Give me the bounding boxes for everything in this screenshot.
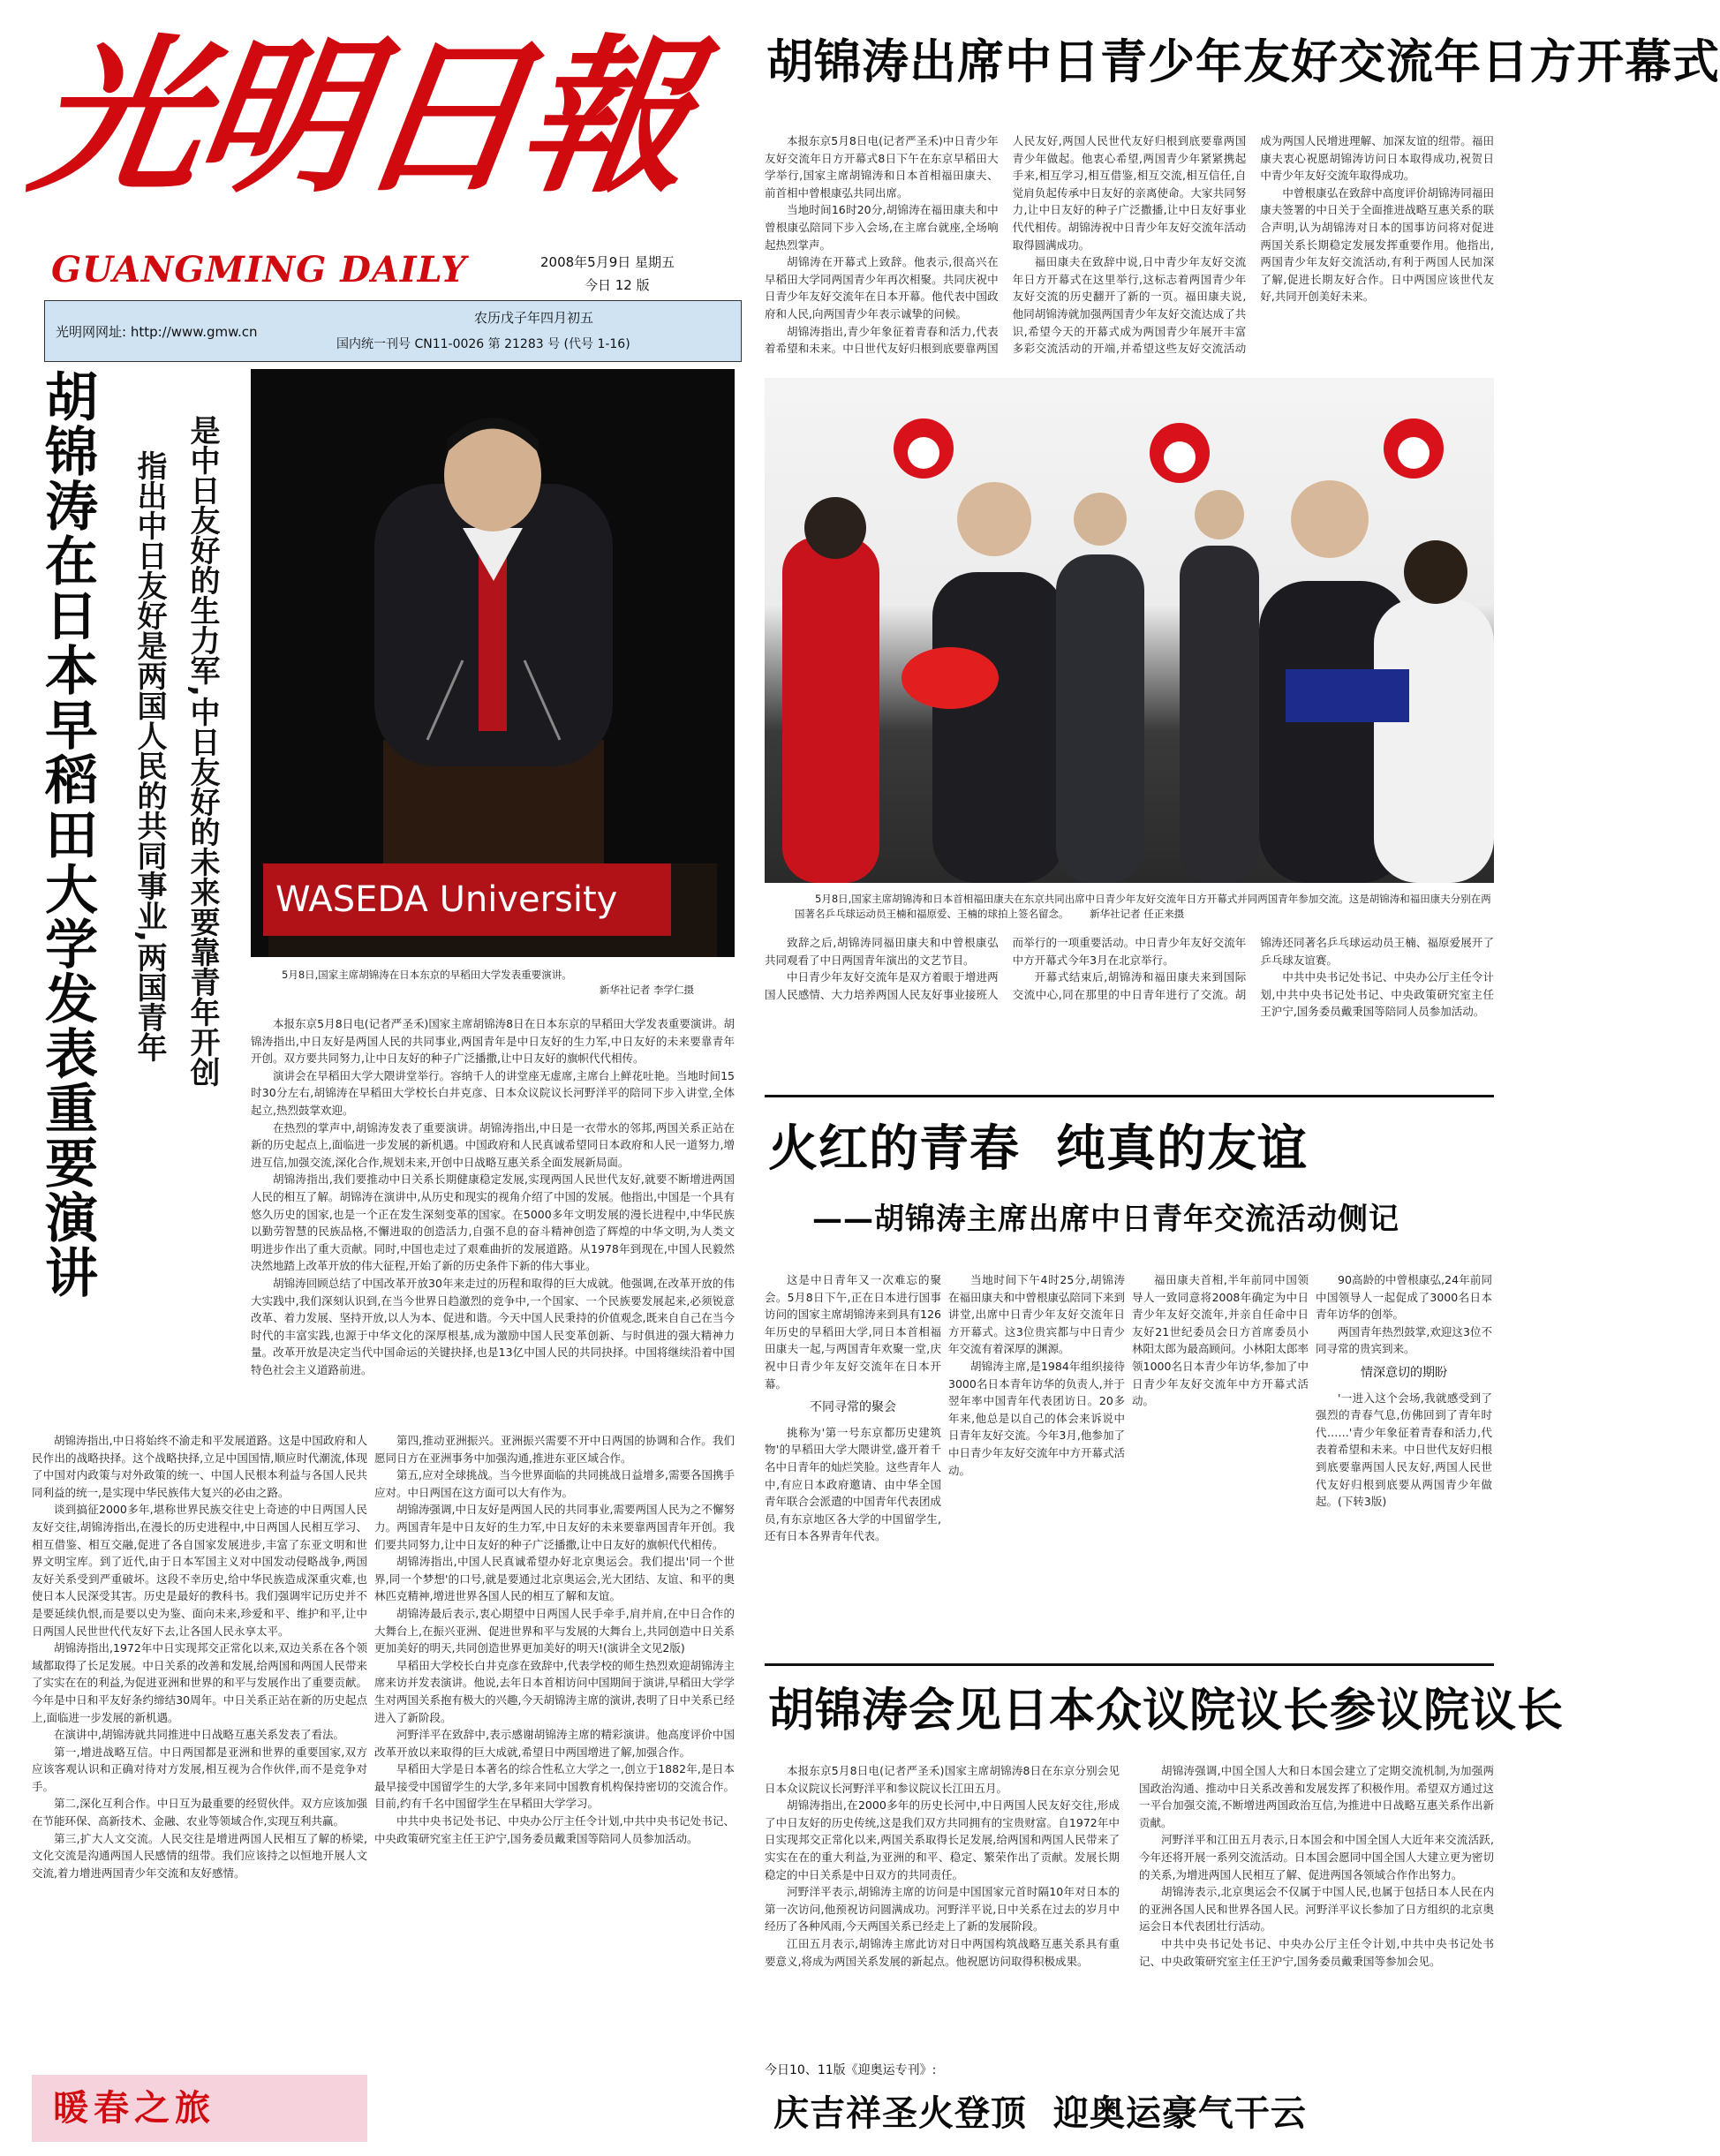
paragraph: 开幕式结束后,胡锦涛和福田康夫来到国际交流中心,同在那里的中日青年进行了交流。胡锦涛还同著名乒乓球运动员王楠、福原爱展开了乒乓球友谊赛。 (1012, 936, 1494, 1001)
promo-text: 暖春之旅 (53, 2088, 215, 2129)
paragraph: 胡锦涛表示,北京奥运会不仅属于中国人民,也属于包括日本人民在内的亚洲各国人民和世界各国人民。河野洋平议长参加了日方组织的北京奥运会日本代表团壮行活动。 (1139, 1885, 1494, 1934)
main-story-col-left (32, 1432, 367, 2068)
paragraph: 第一,增进战略互信。中日两国都是亚洲和世界的重要国家,双方应该客观认识和正确对待对方发展,相互视为合作伙伴,而不是竞争对手。 (32, 1745, 367, 1793)
paragraph: 中曾根康弘在致辞中高度评价胡锦涛同福田康夫签署的中日关于全面推进战略互惠关系的联合声明,认为胡锦涛对日本的国事访问将对促进两国关系长期稳定发展发挥重要作用。他指出,两国青少年友好交流活动,有利于两国人民加深了解,促进长期友好合作。日中两国应该世代友好,共同开创美好未来。 (1260, 185, 1494, 304)
paragraph: 胡锦涛强调,中日友好是两国人民的共同事业,需要两国人民为之不懈努力。两国青年是中日友好的生力军,中日友好的未来要靠两国青年开创。我们要共同努力,让中日友好的种子广泛播撒,让中日友好的旗帜代代相传。 (374, 1503, 735, 1551)
paragraph: 胡锦涛指出,在2000多年的历史长河中,中日两国人民友好交往,形成了中日友好的历史传统,这是我们双方共同拥有的宝贵财富。自1972年中日实现邦交正常化以来,两国关系取得长足发展,给两国和两国人民带来了实实在在的重大利益,为亚洲的和平、稳定、繁荣作出了贡献。发展长期稳定的中日关系是中日双方的共同责任。 (765, 1798, 1120, 1881)
paragraph: 在演讲中,胡锦涛就共同推进中日战略互惠关系发表了看法。 (54, 1728, 344, 1742)
paragraph: 胡锦涛回顾总结了中国改革开放30年来走过的历程和取得的巨大成就。他强调,在改革开放的伟大实践中,我们深刻认识到,在当今世界日趋激烈的竞争中,一个国家、一个民族要发展起来,必须锐意改革、着力发展、坚持开放,以人为本、促进和谐。今天中国人民秉持的价值观念,既来自自己在当今时代的丰富实践,也源于中华文化的深厚根基,成为激励中国人民变革创新、与时俱进的强大精神力量。改革开放是决定当代中国命运的关键抉择,也是13亿中国人民的共同抉择。中国将继续沿着中国特色社会主义道路前进。 (251, 1276, 735, 1376)
paragraph: 胡锦涛指出,中国人民真诚希望办好北京奥运会。我们提出'同一个世界,同一个梦想'的口号,就是要通过北京奥运会,光大团结、友谊、和平的奥林匹克精神,增进世界各国人民的相互了解和友谊。 (374, 1555, 735, 1603)
paragraph: 胡锦涛指出,我们要推动中日关系长期健康稳定发展,实现两国人民世代友好,就要不断增进两国人民的相互了解。胡锦涛在演讲中,从历史和现实的视角介绍了中国的发展。他指出,中国是一个具有悠久历史的国家,也是一个正在发生深刻变革的国家。在5000多年文明发展的漫长进程中,中华民族以勤劳智慧的民族品格,不懈进取的创造活力,自强不息的奋斗精神创造了辉煌的中华文明,为人类文明进步作出了重大贡献。同时,中国也走过了艰难曲折的发展道路。从1978年到现在,中国人民毅然决然地踏上改革开放的伟大征程,开始了新的历史条件下新的伟大事业。 (251, 1172, 735, 1273)
photo-credit: 新华社记者 李学仁摄 (599, 984, 694, 996)
feature-headline: 火红的青春 纯真的友谊 (768, 1120, 1308, 1178)
paragraph: 中共中央书记处书记、中央办公厅主任令计划,中共中央书记处书记、中央政策研究室主任王沪宁,国务委员戴秉国等陪同人员参加活动。 (374, 1814, 735, 1845)
photo-scene (765, 378, 1494, 883)
photo-credit: 新华社记者 任正来摄 (1090, 908, 1185, 920)
paragraph: 在热烈的掌声中,胡锦涛发表了重要演讲。胡锦涛指出,中日是一衣带水的邻邦,两国关系正站在新的历史起点上,面临进一步发展的新机遇。中国政府和人民真诚希望同日本政府和人民一道努力,增进互信,加强交流,深化合作,规划未来,开创中日战略互惠关系全面发展新局面。 (251, 1120, 735, 1169)
feature-col-3 (1132, 1271, 1309, 1660)
top-story-body (765, 132, 1494, 371)
paragraph: 胡锦涛最后表示,衷心期望中日两国人民手牵手,肩并肩,在中日合作的大舞台上,在振兴亚洲、促进世界和平与发展的大舞台上,共同创造中日关系更加美好的明天,共同创造世界更加美好的明天!(演讲全文见2版) (374, 1606, 735, 1655)
paragraph: '一进入这个会场,我就感受到了强烈的青春气息,仿佛回到了青年时代……'青少年象征着青春和活力,代表着希望和未来。中日世代友好归根到底要靠两国人民友好,两国人民世代友好归根到底要从两国青少年做起。(下转3版) (1316, 1391, 1493, 1509)
feature-col-1 (765, 1271, 941, 1660)
lunar-date: 农历戊子年四月初五 (474, 310, 594, 326)
paragraph: 本报东京5月8日电(记者严圣禾)国家主席胡锦涛8日在东京分别会见日本众议院议长河野洋平和参议院议长江田五月。 (765, 1764, 1120, 1795)
paragraph: 中共中央书记处书记、中央办公厅主任令计划,中共中央书记处书记、中央政策研究室主任王沪宁,国务委员戴秉国等陪同人员参加活动。 (1260, 970, 1494, 1019)
paragraph: 中共中央书记处书记、中央办公厅主任令计划,中共中央书记处书记、中央政策研究室主任王沪宁,国务委员戴秉国等参加会见。 (1139, 1936, 1494, 1968)
paragraph: 胡锦涛主席,是1984年组织接待3000名日本青年访华的负责人,并于翌年率中国青年代表团访日。20多年来,他总是以自己的体会来诉说中日青年友好交流。今年3月,他参加了中日青少年友好交流年中方开幕式活动。 (948, 1359, 1126, 1477)
paragraph: 胡锦涛指出,1972年中日实现邦交正常化以来,双边关系在各个领域都取得了长足发展。中日关系的改善和发展,给两国和两国人民带来了实实在在的利益,为促进亚洲和世界的和平与发展作出了重要贡献。今年是中日和平友好条约缔结30周年。中日关系正站在新的历史起点上,面临进一步发展的新机遇。 (32, 1641, 367, 1724)
main-story-lead (251, 1015, 735, 1430)
teaser-label: 今日10、11版《迎奥运专刊》: (765, 2063, 937, 2077)
main-photo-caption (261, 968, 729, 998)
issue-pages: 今日 12 版 (585, 277, 650, 293)
caption-text: 5月8日,国家主席胡锦涛和日本首相福田康夫在东京共同出席中日青少年友好交流年日方开幕式并同两国青年参加交流。这是胡锦涛和福田康夫分别在两国著名乒乓球运动员王楠和福原爱、王楠的球拍上签名留念。 (795, 893, 1491, 920)
heart-logo-icon (1384, 418, 1444, 479)
top-story-headline: 胡锦涛出席中日青少年友好交流年日方开幕式 (766, 35, 1720, 89)
flag (1286, 669, 1409, 722)
paragraph: 第二,深化互利合作。中日互为最重要的经贸伙伴。双方应该加强在节能环保、高新技术、金融、农业等领域合作,实现互利共赢。 (32, 1797, 367, 1828)
paragraph: 演讲会在早稻田大学大隈讲堂举行。容纳千人的讲堂座无虚席,主席台上鲜花吐艳。当地时间15时30分左右,胡锦涛在早稻田大学校长白井克彦、日本众议院议长河野洋平的陪同下步入讲堂,全体起立,热烈鼓掌欢迎。 (251, 1068, 735, 1117)
main-photo (251, 369, 735, 957)
feature-subheadline: ——胡锦涛主席出席中日青年交流活动侧记 (812, 1202, 1399, 1237)
main-headline: 胡锦涛在日本早稻田大学发表重要演讲 (36, 369, 98, 1300)
paragraph: 第三,扩大人文交流。人民交往是增进两国人民相互了解的桥梁,文化交流是沟通两国人民感情的纽带。我们应该持之以恒地开展人文交流,着力增进两国青少年交流和友好感情。 (32, 1831, 367, 1880)
paragraph: 谈到搞征2000多年,堪称世界民族交往史上奇迹的中日两国人民友好交往,胡锦涛指出,在漫长的历史进程中,中日两国人民相互学习、相互借鉴、相互交融,促进了各自国家发展进步,丰富了东亚文明和世界文明宝库。到了近代,由于日本军国主义对中国发动侵略战争,两国友好关系受到严重破坏。这段不幸历史,给中华民族造成深重灾难,也使日本人民深受其害。历史是最好的教科书。我们强调牢记历史并不是要延续仇恨,而是要以史为鉴、面向未来,珍爱和平、维护和平,让中日两国人民世世代代友好下去,让各国人民永享太平。 (32, 1503, 367, 1638)
issue-date: 2008年5月9日 星期五 (540, 254, 675, 270)
main-subhead-2: 指出中日友好是两国人民的共同事业,两国青年 (132, 450, 167, 1062)
paragraph: 福田康夫在致辞中说,日中青少年友好交流年日方开幕式在这里举行,这标志着两国青少年友好交流的历史翻开了新的一页。福田康夫说,他同胡锦涛就加强两国青少年友好交流达成了共识,希望今天的开幕式成为两国青少年展开丰富多彩交流活动的开端,并希望这些友好交流活动成为两国人民增进理解、加深友谊的纽带。福田康夫衷心祝愿胡锦涛访问日本取得成功,祝贺日中青少年友好交流年取得成功。 (1012, 134, 1494, 356)
promo-box[interactable] (32, 2075, 367, 2142)
paragraph: 当地时间下午4时25分,胡锦涛在福田康夫和中曾根康弘陪同下来到讲堂,出席中日青少年友好交流年日方开幕式。这3位贵宾都与中日青少年交流有着深厚的渊源。 (948, 1273, 1126, 1356)
person-suit (932, 572, 1065, 883)
paragraph: 胡锦涛指出,青少年象征着青春和活力,代表着希望和未来。中日世代友好归根到底要靠两国人民友好,两国人民世代友好归根到底要靠两国青少年做起。他衷心希望,两国青少年紧紧携起手来,相互学习,相互借鉴,相互交流,相互信任,自觉肩负起传承中日友好的亲离使命。大家共同努力,让中日友好的种子广泛撒播,让中日友好事业代代相传。胡锦涛祝中日青少年友好交流年活动取得圆满成功。 (765, 134, 1247, 356)
heart-logo-icon (894, 418, 954, 479)
flag (901, 647, 999, 709)
paragraph: 第五,应对全球挑战。当今世界面临的共同挑战日益增多,需要各国携手应对。中日两国在这方面可以大有作为。 (374, 1468, 735, 1499)
paragraph: 胡锦涛指出,中日将始终不渝走和平发展道路。这是中国政府和人民作出的战略抉择。这个战略抉择,立足中国国情,顺应时代潮流,体现了中国对内政策与对外政策的统一、中国人民根本利益与各国人民共同利益的统一,是实现中华民族伟大复兴的必由之路。 (32, 1434, 367, 1499)
paragraph: 第四,推动亚洲振兴。亚洲振兴需要不开中日两国的协调和合作。我们愿同日方在亚洲事务中加强沟通,推进东亚区域合作。 (374, 1434, 735, 1465)
person-red-shirt (782, 537, 879, 883)
feature-col-4 (1316, 1271, 1492, 1660)
teaser-box[interactable] (765, 2057, 1494, 2145)
feature-subhead: 情深意切的期盼 (1361, 1365, 1447, 1380)
top-photo-caption (795, 892, 1492, 922)
caption-text: 5月8日,国家主席胡锦涛在日本东京的早稻田大学发表重要演讲。 (282, 969, 572, 981)
paragraph: 河野洋平在致辞中,表示感谢胡锦涛主席的精彩演讲。他高度评价中国改革开放以来取得的巨大成就,希望日中两国增进了解,加强合作。 (374, 1728, 735, 1759)
paragraph: 福田康夫首相,半年前同中国领导人一致同意将2008年确定为中日青少年友好交流年,并亲自任命中日友好21世纪委员会日方首席委员小林阳太郎为最高顾问。小林阳太郎率领1000名日本青少年访华,参加了中日青少年友好交流年中方开幕式活动。 (1132, 1273, 1309, 1408)
second-story-headline: 胡锦涛会见日本众议院议长参议院议长 (768, 1685, 1565, 1738)
waseda-banner-text: WASEDA University (275, 879, 618, 920)
masthead-logo (21, 16, 742, 241)
section-divider (765, 1095, 1494, 1097)
paragraph: 江田五月表示,胡锦涛主席此访对日中两国构筑战略互惠关系具有重要意义,将成为两国关系发展的新起点。他祝愿访问取得积极成果。 (765, 1936, 1120, 1968)
paragraph: 90高龄的中曾根康弘,24年前同中国领导人一起促成了3000名日本青年访华的创举。 (1316, 1273, 1492, 1322)
english-name: GUANGMING DAILY (51, 249, 467, 290)
feature-col-2 (948, 1271, 1125, 1660)
website-link[interactable]: 光明网网址: http://www.gmw.cn (56, 324, 258, 340)
paragraph: 早稻田大学校长白井克彦在致辞中,代表学校的师生热烈欢迎胡锦涛主席来访并发表演讲。他说,去年日本首相访问中国期间于演讲,早稻田大学学生对两国关系抱有极大的兴趣,今天胡锦涛主席的演讲,表明了日中关系已经进入了新阶段。 (374, 1658, 735, 1724)
main-story-col-right (374, 1432, 735, 2138)
teaser-headline: 庆吉祥圣火登顶 迎奥运豪气干云 (773, 2093, 1307, 2134)
feature-subhead: 不同寻常的聚会 (810, 1400, 896, 1415)
paragraph: 胡锦涛在开幕式上致辞。他表示,很高兴在早稻田大学同两国青少年再次相聚。共同庆祝中日青少年友好交流年在日本开幕。他代表中国政府和人民,向两国青少年表示诚挚的问候。 (765, 255, 999, 320)
main-subhead-1: 是中日友好的生力军,中日友好的未来要靠青年开创 (185, 415, 220, 1087)
paragraph: 河野洋平和江田五月表示,日本国会和中国全国人大近年来交流活跃,今年还将开展一系列交流活动。日本国会愿同中国全国人大建立更为密切的关系,为增进两国人民相互了解、促进两国各领域合作作出努力。 (1139, 1833, 1494, 1881)
paragraph: 这是中日青年又一次难忘的聚会。5月8日下午,正在日本进行国事访问的国家主席胡锦涛来到具有126年历史的早稻田大学,同日本首相福田康夫一起,与两国青年欢聚一堂,庆祝中日青少年友好交流年在日本开幕。 (765, 1273, 941, 1391)
paragraph: 本报东京5月8日电(记者严圣禾)中日青少年友好交流年日方开幕式8日下午在东京早稻田大学举行,国家主席胡锦涛和日本首相福田康夫、前首相中曾根康弘共同出席。 (765, 134, 999, 200)
paragraph: 早稻田大学是日本著名的综合性私立大学之一,创立于1882年,是日本最早接受中国留学生的大学,多年来同中国教育机构保持密切的交流合作。目前,约有千名中国留学生在早稻田大学学习。 (374, 1762, 735, 1811)
paragraph: 两国青年热烈鼓掌,欢迎这3位不同寻常的贵宾到来。 (1316, 1324, 1492, 1356)
top-story-body-cont (765, 934, 1494, 1091)
section-divider (765, 1663, 1494, 1666)
paragraph: 当地时间16时20分,胡锦涛在福田康夫和中曾根康弘陪同下步入会场,在主席台就座,全场响起热烈掌声。 (765, 203, 999, 252)
masthead-info-bar (44, 300, 742, 362)
waseda-banner (263, 863, 671, 936)
logo-calligraphy: 光明日報 (21, 19, 699, 215)
paragraph: 致辞之后,胡锦涛同福田康夫和中曾根康弘共同观看了中日两国青年演出的文艺节目。 (765, 936, 999, 967)
paragraph: 胡锦涛强调,中国全国人大和日本国会建立了定期交流机制,为加强两国政治沟通、推动中日关系改善和发展发挥了积极作用。希望双方通过这一平台加强交流,不断增进两国政治互信,为推进中日战略互惠关系作出新贡献。 (1139, 1764, 1494, 1829)
heart-logo-icon (1150, 423, 1210, 483)
top-story-photo (765, 378, 1494, 883)
second-story-body (765, 1762, 1494, 2054)
paragraph: 河野洋平表示,胡锦涛主席的访问是中国国家元首时隔10年对日本的第一次访问,他预祝访问圆满成功。河野洋平说,日中关系在过去的岁月中经历了各种风雨,今天两国关系已经走上了新的发展阶段。 (765, 1885, 1120, 1934)
paragraph: 中日青少年友好交流年是双方着眼于增进两国人民感情、大力培养两国人民友好事业接班人而举行的一项重要活动。中日青少年友好交流年中方开幕式今年3月在北京举行。 (765, 936, 1247, 1001)
serial-number: 国内统一刊号 CN11-0026 第 21283 号 (代号 1-16) (336, 337, 630, 351)
paragraph: 本报东京5月8日电(记者严圣禾)国家主席胡锦涛8日在日本东京的早稻田大学发表重要演讲。胡锦涛指出,中日友好是两国人民的共同事业,两国青年是中日友好的生力军,中日友好的未来要靠青年开创。双方要共同努力,让中日友好的种子广泛播撒,让中日友好的旗帜代代相传。 (251, 1017, 735, 1066)
paragraph: 挑称为'第一号东京都历史建筑物'的早稻田大学大隈讲堂,盛开着千名中日青年的灿烂笑脸。这些青年人中,有应日本政府邀请、由中华全国青年联合会派遣的中国青年代表团成员,有东京地区各大学的中国留学生,还有日本各界青年代表。 (765, 1425, 942, 1543)
